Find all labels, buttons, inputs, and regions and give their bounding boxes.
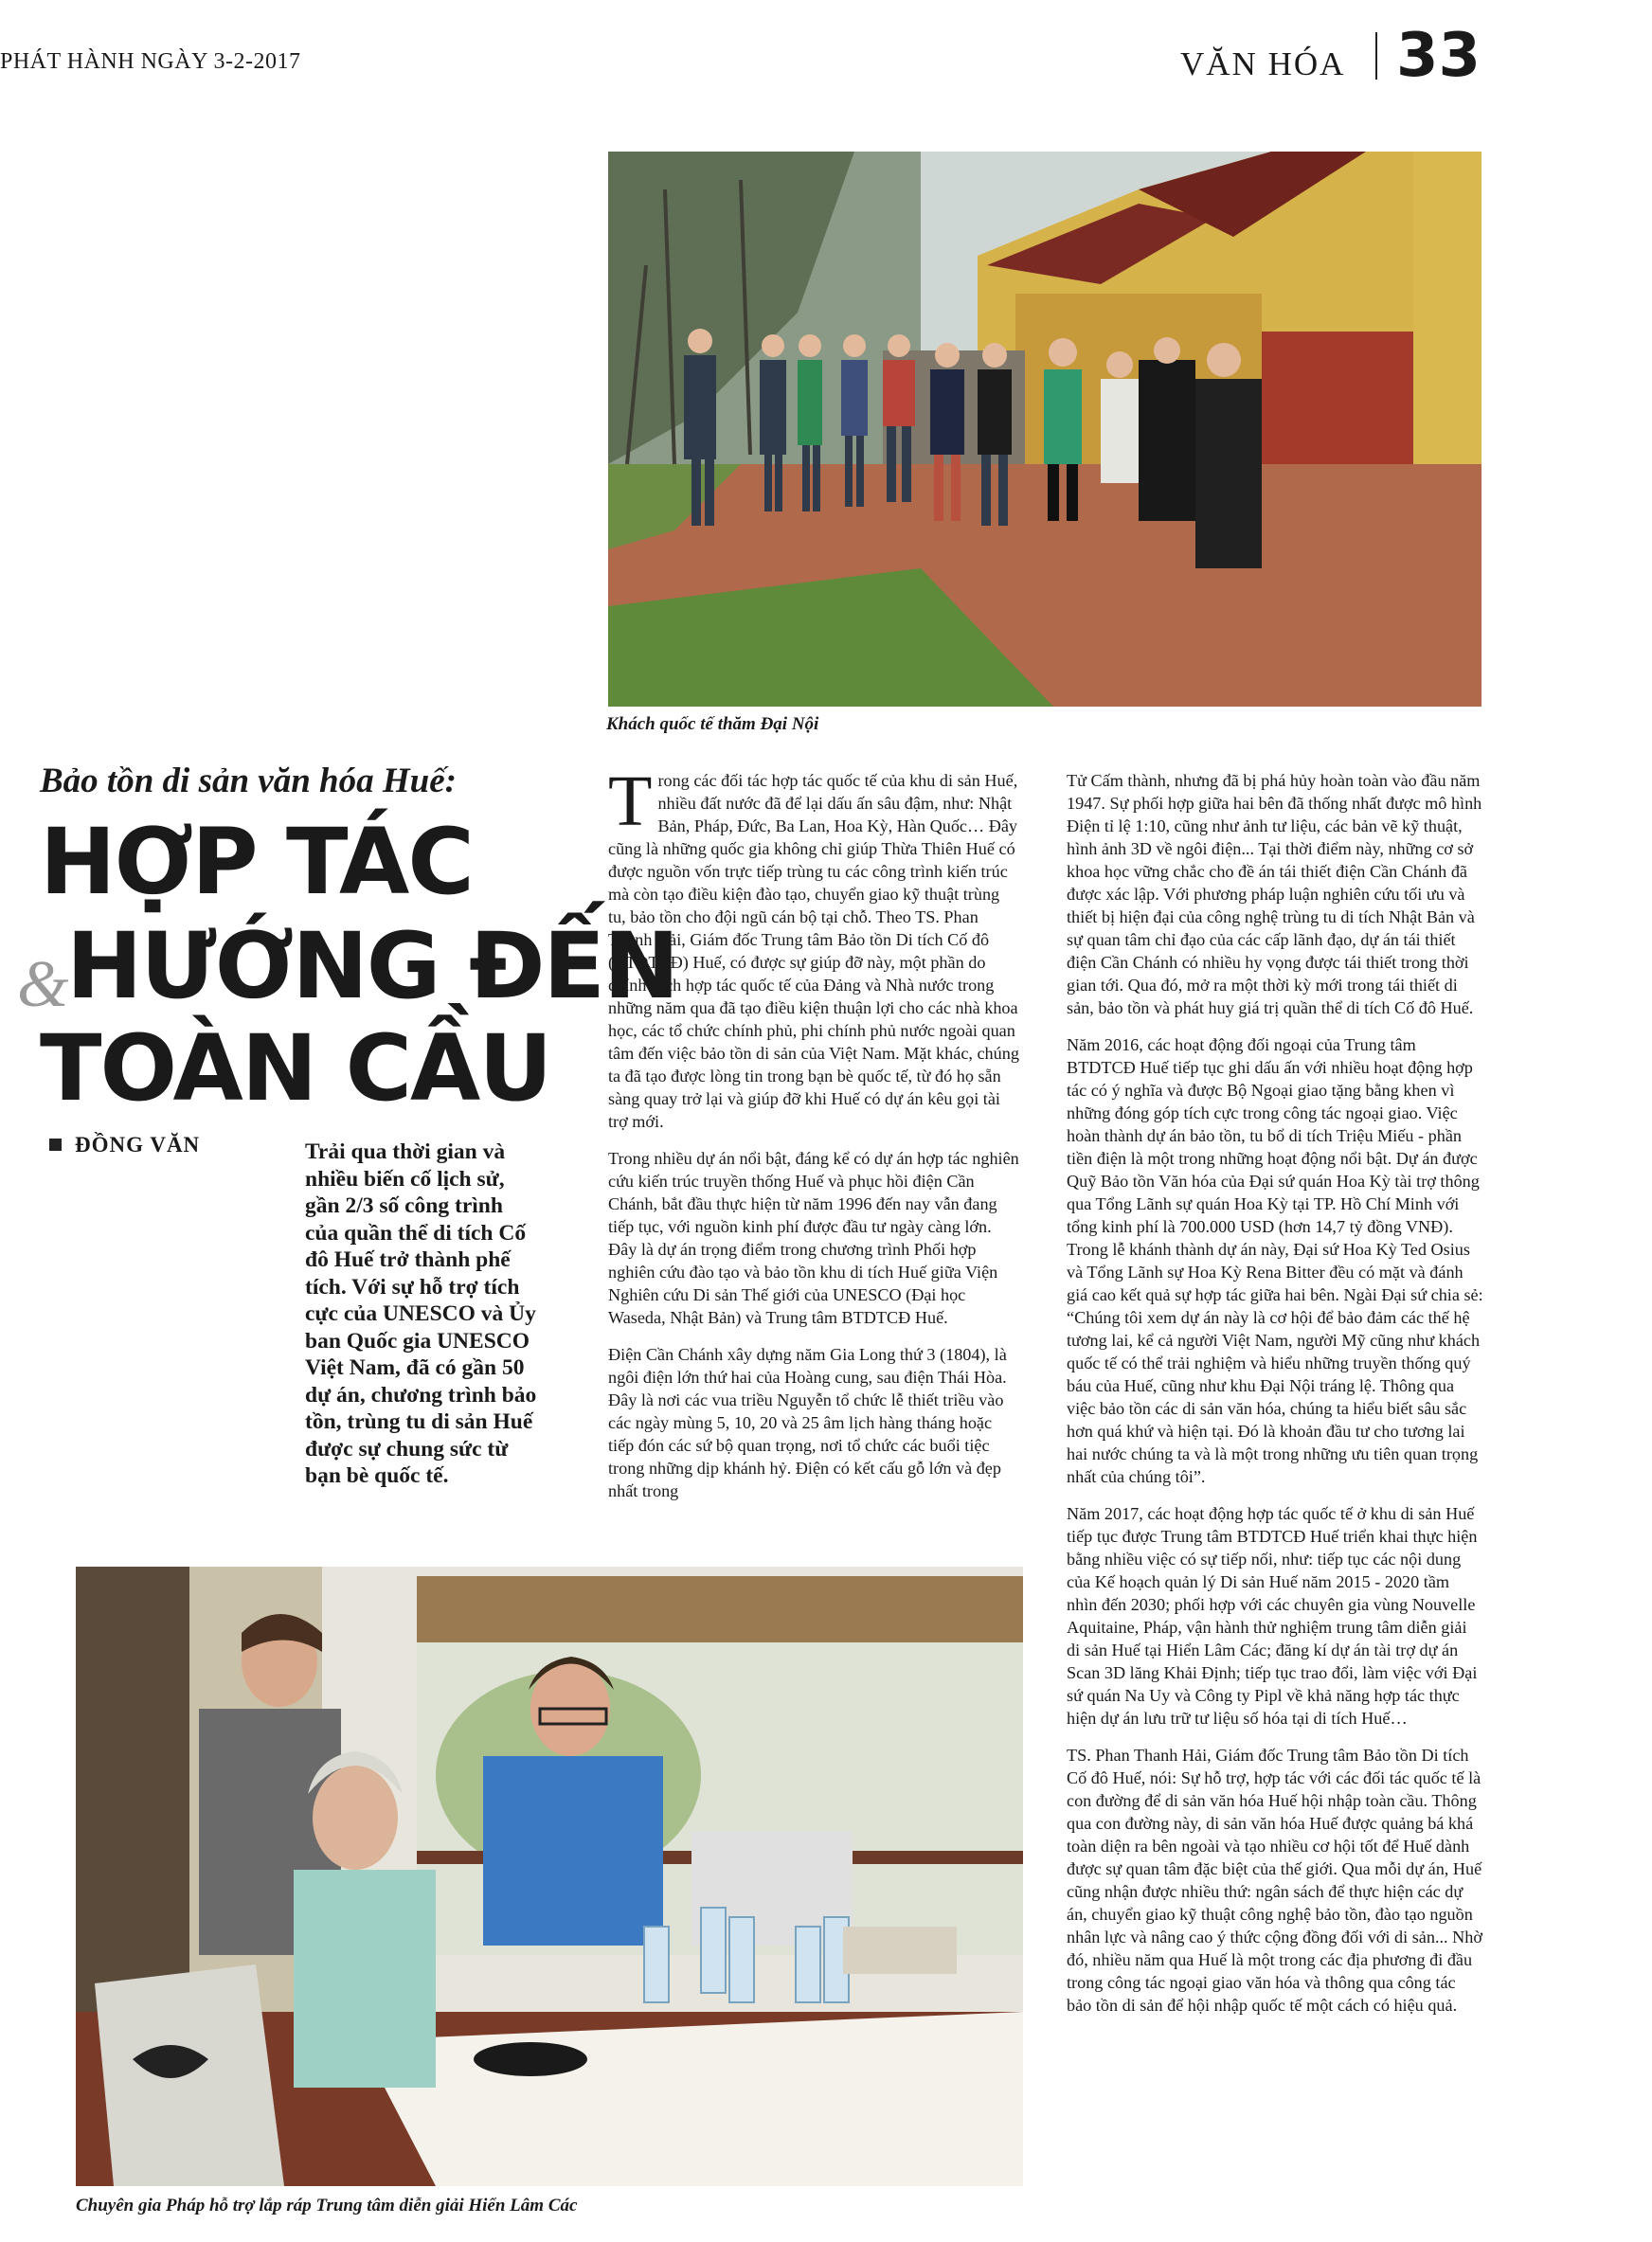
body-paragraph: Năm 2016, các hoạt động đối ngoại của Trung tâm BTDTCĐ Huế tiếp tục ghi dấu ấn với nhiều hoạt động hợp tác có ý nghĩa và được Bộ Ngoại giao tặng bằng khen vì những đóng góp tích cực trong công tác ngoại giao. Việc hoàn thành dự án bảo tồn, tu bổ di tích Triệu Miếu - phần tiền điện là một trong những hoạt động nổi bật. Dự án được Quỹ Bảo tồn Văn hóa của Đại sứ quán Hoa Kỳ tài trợ thông qua Tổng Lãnh sự quán Hoa Kỳ tại TP. Hồ Chí Minh với tổng kinh phí là 700.000 USD (hơn 14,7 tỷ đồng VNĐ). Trong lễ khánh thành dự án này, Đại sứ Hoa Kỳ Ted Osius và Tổng Lãnh sự Hoa Kỳ Rena Bitter đều có mặt và đánh giá cao kết quả sự hợp tác giữa hai bên. Ngài Đại sứ chia sẻ: “Chúng tôi xem dự án này là cơ hội để bảo đảm các thế hệ tương lai, kể cả người Việt Nam, người Mỹ cũng như khách quốc tế có thể trải nghiệm và hiểu những truyền thống quý báu của Huế, cũng như khu Đại Nội tráng lệ. Thông qua việc bảo tồn các di sản văn hóa, chúng ta hiểu biết sâu sắc hơn quá khứ và hiện tại. Đó là khoản đầu tư cho tương lai hai nước chúng ta và là một trong những ưu tiên quan trọng nhất của chúng tôi”. <box>1067 1035 1483 1486</box>
article-kicker: Bảo tồn di sản văn hóa Huế: <box>40 762 457 800</box>
photo-french-experts <box>76 1567 1023 2186</box>
body-paragraph: Trong nhiều dự án nổi bật, đáng kể có dự án hợp tác nghiên cứu kiến trúc truyền thống Huế và phục hồi điện Cần Chánh, bắt đầu thực hiện từ năm 1996 đến nay vẫn đang tiếp tục, với nguồn kinh phí được đầu tư ngày càng lớn. Đây là dự án trọng điểm trong chương trình Phối hợp nghiên cứu đào tạo và bảo tồn khu di tích Huế giữa Viện Nghiên cứu Di sản Thế giới của UNESCO (Đại học Waseda, Nhật Bản) và Trung tâm BTDTCĐ Huế. <box>608 1149 1019 1327</box>
body-column-2 <box>1067 769 1483 2031</box>
photo-caption-top: Khách quốc tế thăm Đại Nội <box>606 714 819 734</box>
body-paragraph: Năm 2017, các hoạt động hợp tác quốc tế ở khu di sản Huế tiếp tục được Trung tâm BTDTCĐ Huế triển khai thực hiện bằng nhiều việc có sự tiếp nối, như: tiếp tục các nội dung của Kế hoạch quản lý Di sản Huế năm 2015 - 2020 tầm nhìn đến 2030; phối hợp với các chuyên gia vùng Nouvelle Aquitaine, Pháp, vận hành thử nghiệm trung tâm diễn giải di sản Huế tại Hiển Lâm Các; đăng kí dự án tài trợ dự án Scan 3D lăng Khải Định; tiếp tục trao đổi, làm việc với Đại sứ quán Na Uy và Công ty Pipl về khả năng hợp tác thực hiện dự án lưu trữ tư liệu số hóa tại di tích Huế… <box>1067 1504 1478 1728</box>
author-byline <box>49 1133 200 1157</box>
photo-caption-bottom: Chuyên gia Pháp hỗ trợ lắp ráp Trung tâm diễn giải Hiển Lâm Các <box>76 2196 578 2215</box>
headline-line-2: HƯỚNG ĐẾN <box>66 913 678 1019</box>
body-paragraph: Trong các đối tác hợp tác quốc tế của khu di sản Huế, nhiều đất nước đã để lại dấu ấn sâu đậm, như: Nhật Bản, Pháp, Đức, Ba Lan, Hoa Kỳ, Hàn Quốc… Đây cũng là những quốc gia không chỉ giúp Thừa Thiên Huế có được nguồn vốn trực tiếp trùng tu các công trình kiến trúc mà còn tạo điều kiện đào tạo, chuyển giao kỹ thuật trùng tu, bảo tồn cho đội ngũ cán bộ tại chỗ. Theo TS. Phan Thanh Hải, Giám đốc Trung tâm Bảo tồn Di tích Cố đô (BTDTCĐ) Huế, có được sự giúp đỡ này, một phần do chính sách hợp tác quốc tế của Đảng và Nhà nước trong những năm qua đã tạo điều kiện thuận lợi cho các nhà khoa học, các tổ chức chính phủ, phi chính phủ nước ngoài quan tâm đến việc bảo tồn di sản của Việt Nam. Mặt khác, chúng ta đã tạo được lòng tin trong bạn bè quốc tế, từ đó họ sẵn sàng quay trở lại và giúp đỡ khi Huế có dự án kêu gọi tài trợ mới. <box>608 762 1019 1131</box>
headline-ampersand: & <box>17 948 69 1021</box>
header-divider <box>1375 32 1377 80</box>
page-number: 33 <box>1396 21 1481 91</box>
photo-visitors-dai-noi <box>608 152 1481 707</box>
article-lead: Trải qua thời gian và nhiều biến cố lịch sử, gần 2/3 số công trình của quần thể di tích Cố đô Huế trở thành phế tích. Với sự hỗ trợ tích cực của UNESCO và Ủy ban Quốc gia UNESCO Việt Nam, đã có gần 50 dự án, chương trình bảo tồn, trùng tu di sản Huế được sự chung sức từ bạn bè quốc tế. <box>305 1139 537 1488</box>
headline-line-1: HỢP TÁC <box>40 809 473 915</box>
body-paragraph: Điện Cần Chánh xây dựng năm Gia Long thứ 3 (1804), là ngôi điện lớn thứ hai của Hoàng cung, sau điện Thái Hòa. Đây là nơi các vua triều Nguyễn tổ chức lễ thiết triều vào các ngày mùng 5, 10, 20 và 25 âm lịch hàng tháng hoặc tiếp đón các sứ bộ quan trọng, nơi tổ chức các buổi tiệc trong những dịp khánh hỷ. Điện có kết cấu gỗ lớn và đẹp nhất trong <box>608 1345 1007 1500</box>
issue-date: PHÁT HÀNH NGÀY 3-2-2017 <box>0 49 301 74</box>
headline-line-3: TOÀN CẦU <box>40 1015 551 1121</box>
body-paragraph: TS. Phan Thanh Hải, Giám đốc Trung tâm Bảo tồn Di tích Cố đô Huế, nói: Sự hỗ trợ, hợp tác với các đối tác quốc tế là con đường để di sản văn hóa Huế hội nhập toàn cầu. Thông qua con đường này, di sản văn hóa Huế được quảng bá khá toàn diện ra bên ngoài và tạo nhiều cơ hội tốt để Huế dành được sự quan tâm đặc biệt của thế giới. Qua mỗi dự án, Huế cũng nhận được nhiều thứ: ngân sách để thực hiện các dự án, chuyển giao kỹ thuật công nghệ bảo tồn, đào tạo nguồn nhân lực và nâng cao ý thức cộng đồng đối với di sản... Nhờ đó, nhiều năm qua Huế là một trong các địa phương đi đầu trong công tác ngoại giao văn hóa và thông qua công tác bảo tồn di sản để hội nhập quốc tế một cách có hiệu quả. <box>1067 1746 1482 2015</box>
author-name: ĐỒNG VĂN <box>75 1133 201 1157</box>
byline-square-icon <box>49 1139 62 1151</box>
drop-cap: T <box>608 762 653 841</box>
body-paragraph: Tử Cấm thành, nhưng đã bị phá hủy hoàn toàn vào đầu năm 1947. Sự phối hợp giữa hai bên đã thống nhất được mô hình Điện tỉ lệ 1:10, cũng như ảnh tư liệu, các bản vẽ kỹ thuật, hình ảnh 3D về ngôi điện... Tại thời điểm này, những cơ sở khoa học vững chắc cho đề án tái thiết điện Cần Chánh đã được xác lập. Với phương pháp luận nghiên cứu tối ưu và thiết bị hiện đại của công nghệ trùng tu di tích Nhật Bản và sự quan tâm chỉ đạo của các cấp lãnh đạo, dự án tái thiết điện Cần Chánh có nhiều hy vọng được tái thiết trong thời gian tới. Qua đó, mở ra một thời kỳ mới trong tái thiết di sản, bảo tồn và phát huy giá trị quần thể di tích Cố đô Huế. <box>1067 771 1482 1017</box>
body-column-1 <box>608 762 1021 1516</box>
section-name: VĂN HÓA <box>1180 45 1346 82</box>
